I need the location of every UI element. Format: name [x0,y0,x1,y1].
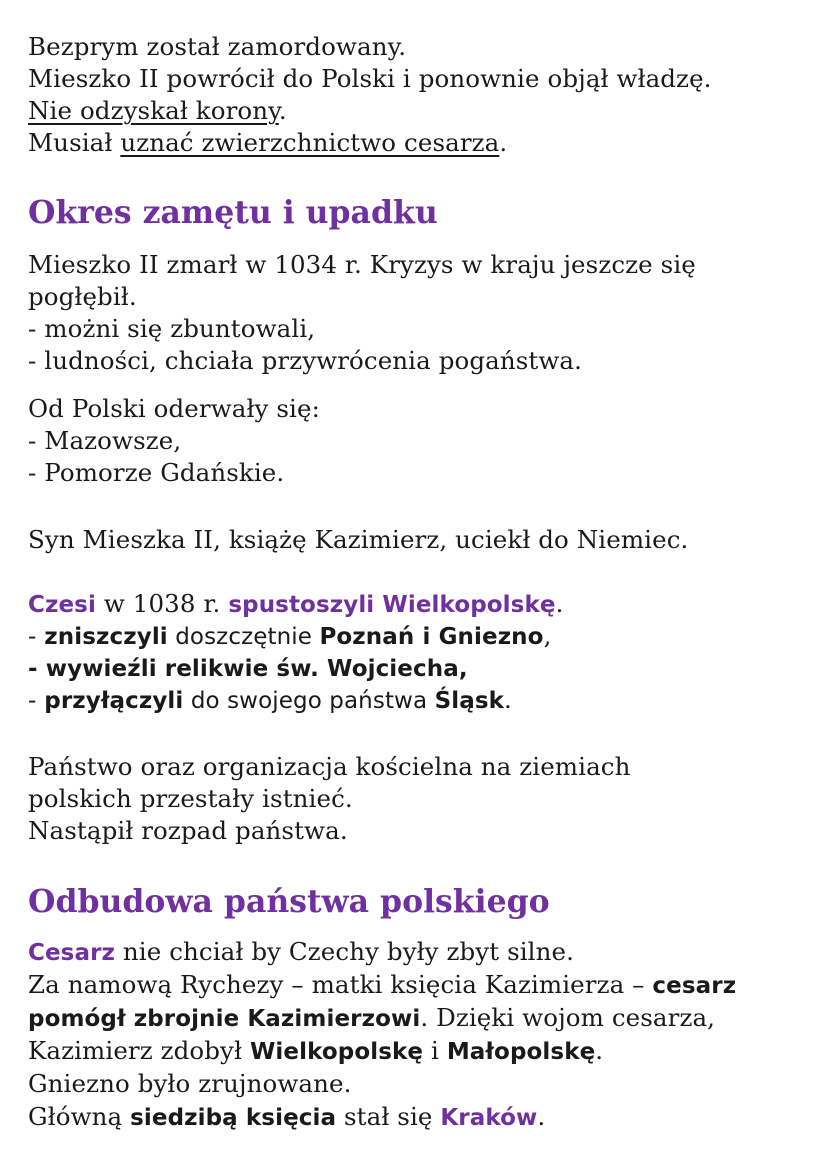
section-heading: Odbudowa państwa polskiego [28,883,550,920]
text-fragment: do swojego państwa [183,688,435,714]
text-line [28,589,563,620]
text-line-content: Syn Mieszka II, książę Kazimierz, uciekł do Niemiec. [28,525,689,554]
highlight-purple: spustoszyli Wielkopolskę [228,592,556,618]
text-fragment: Musiał [28,128,121,157]
punctuation: . [555,589,564,618]
text-line [28,64,712,94]
text-line [28,96,287,126]
punctuation: , [543,621,552,650]
text-line [28,1036,603,1067]
text-fragment: . Dzięki wojom cesarza, [420,1003,716,1032]
bold-phrase: Poznań i Gniezno [319,624,544,650]
bold-phrase: Wielkopolskę [249,1039,424,1065]
list-item [28,314,315,344]
section-heading: Okres zamętu i upadku [28,194,438,231]
text-line [28,128,507,158]
bold-phrase: Śląsk [434,688,505,714]
text-line-content: Bezprym został zamordowany. [28,32,407,61]
text-line [28,282,137,312]
text-fragment: Kazimierz zdobył [28,1036,250,1065]
bold-phrase: pomógł zbrojnie Kazimierzowi [28,1006,421,1032]
text-fragment: doszczętnie [167,624,320,650]
underlined-phrase: uznać zwierzchnictwo cesarza [120,128,500,157]
text-fragment: stał się [336,1102,441,1131]
list-item [28,346,582,376]
highlight-purple: Czesi [28,592,96,618]
text-line-content: Gniezno było zrujnowane. [28,1069,352,1098]
text-line-content: Od Polski oderwały się: [28,394,320,423]
bold-phrase: siedzibą księcia [130,1105,337,1131]
punctuation: . [537,1102,546,1131]
text-line [28,525,688,555]
text-line [28,937,574,968]
text-fragment: i [423,1036,447,1065]
text-line [28,752,630,782]
text-line-content: - ludności, chciała przywrócenia pogaństwa. [28,346,582,375]
list-item [28,426,181,456]
list-item [28,685,512,716]
text-fragment: Za namową Rychezy – matki księcia Kazimierza – [28,970,653,999]
text-line [28,1003,715,1034]
text-fragment: w 1038 r. [95,589,229,618]
text-fragment: Główną [28,1102,131,1131]
list-item [28,621,551,652]
punctuation: . [499,128,508,157]
bold-phrase: Małopolskę [446,1039,596,1065]
punctuation: . [278,96,287,125]
bold-phrase: cesarz [652,973,737,999]
bold-phrase: zniszczyli [44,624,168,650]
list-item [28,458,284,488]
bold-phrase: przyłączyli [44,688,184,714]
text-line [28,250,696,280]
highlight-purple: Cesarz [28,940,116,966]
text-line [28,394,320,424]
text-line [28,816,348,846]
text-line-content: Mieszko II powrócił do Polski i ponownie objął władzę. [28,64,712,93]
text-line [28,784,353,814]
text-line [28,1069,351,1099]
text-line [28,1102,545,1133]
text-fragment: nie chciał by Czechy były zbyt silne. [115,937,574,966]
text-line-content: Nastąpił rozpad państwa. [28,816,348,845]
list-item [28,653,468,684]
bullet-dash: - [28,685,45,714]
text-line-content: Mieszko II zmarł w 1034 r. Kryzys w kraju jeszcze się [28,250,696,279]
text-line-content: polskich przestały istnieć. [28,784,353,813]
punctuation: . [504,685,512,714]
highlight-purple: Kraków [440,1105,538,1131]
punctuation: . [595,1036,604,1065]
text-line [28,970,736,1001]
text-line-content: - możni się zbuntowali, [28,314,316,343]
text-line-content: pogłębił. [28,282,137,311]
bullet-dash: - [28,621,45,650]
underlined-phrase: Nie odzyskał korony [28,96,279,125]
text-line-content: Państwo oraz organizacja kościelna na ziemiach [28,752,631,781]
text-line-content: - Mazowsze, [28,426,182,455]
bold-phrase: - wywieźli relikwie św. Wojciecha, [28,656,468,682]
text-line [28,32,406,62]
text-line-content: - Pomorze Gdańskie. [28,458,285,487]
